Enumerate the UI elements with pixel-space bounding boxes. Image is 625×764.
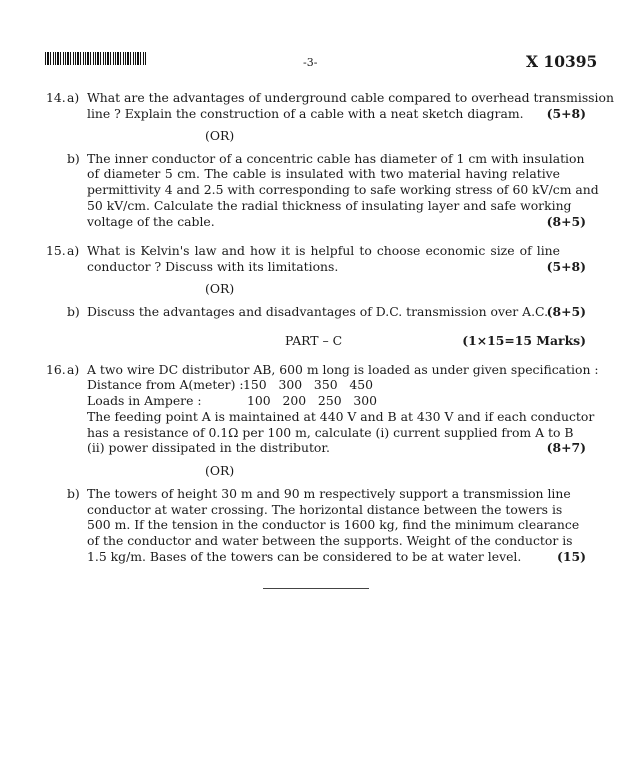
- q14-or: (OR): [205, 128, 235, 143]
- distance-label: Distance from A(meter) :: [87, 377, 244, 392]
- q16b-marks: (15): [557, 549, 586, 564]
- q15a-line-1: What is Kelvin's law and how it is helpful to choose economic size of line: [87, 243, 560, 258]
- q14b-line-5: voltage of the cable.: [87, 214, 215, 229]
- q16b-line-3: 500 m. If the tension in the conductor is 1600 kg, find the minimum clearance: [87, 517, 580, 532]
- q16b-line-2: conductor at water crossing. The horizontal distance between the towers is: [87, 502, 563, 517]
- q15-or: (OR): [205, 281, 235, 296]
- q16b-label: b): [67, 486, 80, 501]
- q16-or: (OR): [205, 463, 235, 478]
- q14b-line-3: permittivity 4 and 2.5 with corresponding to safe working stress of 60 kV/cm and: [87, 182, 599, 197]
- q14b-marks: (8+5): [546, 214, 586, 229]
- q16a-line-3: has a resistance of 0.1Ω per 100 m, calculate (i) current supplied from A to B: [87, 425, 574, 440]
- q14b-line-2: of diameter 5 cm. The cable is insulated with two material having relative: [87, 166, 560, 181]
- q16a-marks: (8+7): [546, 440, 586, 455]
- q16b-line-4: of the conductor and water between the supports. Weight of the conductor is: [87, 533, 573, 548]
- q15a-label: a): [67, 243, 80, 258]
- barcode: [45, 52, 147, 65]
- q15b-marks: (8+5): [546, 304, 586, 319]
- q16b-line-5: 1.5 kg/m. Bases of the towers can be considered to be at water level.: [87, 549, 522, 564]
- part-c-marks: (1×15=15 Marks): [462, 333, 586, 348]
- q15b-line: Discuss the advantages and disadvantages of D.C. transmission over A.C.: [87, 304, 549, 319]
- q14a-marks: (5+8): [546, 106, 586, 121]
- loads-label: Loads in Ampere :: [87, 393, 202, 408]
- part-c-title: PART – C: [285, 333, 343, 348]
- end-rule: [263, 588, 369, 589]
- paper-code: X 10395: [526, 52, 598, 71]
- q15-number: 15.: [46, 243, 66, 258]
- q16a-line-1: A two wire DC distributor AB, 600 m long is loaded as under given specification :: [87, 362, 599, 377]
- q14a-line-1: What are the advantages of underground cable compared to overhead transmission: [87, 90, 614, 105]
- q14b-line-4: 50 kV/cm. Calculate the radial thickness of insulating layer and safe working: [87, 198, 572, 213]
- distance-values: 150 300 350 450: [243, 377, 374, 392]
- loads-values: 100 200 250 300: [247, 393, 378, 408]
- q14b-label: b): [67, 151, 80, 166]
- q14a-label: a): [67, 90, 80, 105]
- q15a-line-2: conductor ? Discuss with its limitations.: [87, 259, 339, 274]
- q16a-line-2: The feeding point A is maintained at 440 V and B at 430 V and if each conductor: [87, 409, 595, 424]
- q14b-line-1: The inner conductor of a concentric cable has diameter of 1 cm with insulation: [87, 151, 585, 166]
- q16b-line-1: The towers of height 30 m and 90 m respectively support a transmission line: [87, 486, 571, 501]
- q16a-line-4: (ii) power dissipated in the distributor.: [87, 440, 330, 455]
- page-number: -3-: [303, 56, 318, 69]
- q15a-marks: (5+8): [546, 259, 586, 274]
- q16a-label: a): [67, 362, 80, 377]
- q15b-label: b): [67, 304, 80, 319]
- q14-number: 14.: [46, 90, 66, 105]
- q14a-line-2: line ? Explain the construction of a cable with a neat sketch diagram.: [87, 106, 524, 121]
- q16-number: 16.: [46, 362, 66, 377]
